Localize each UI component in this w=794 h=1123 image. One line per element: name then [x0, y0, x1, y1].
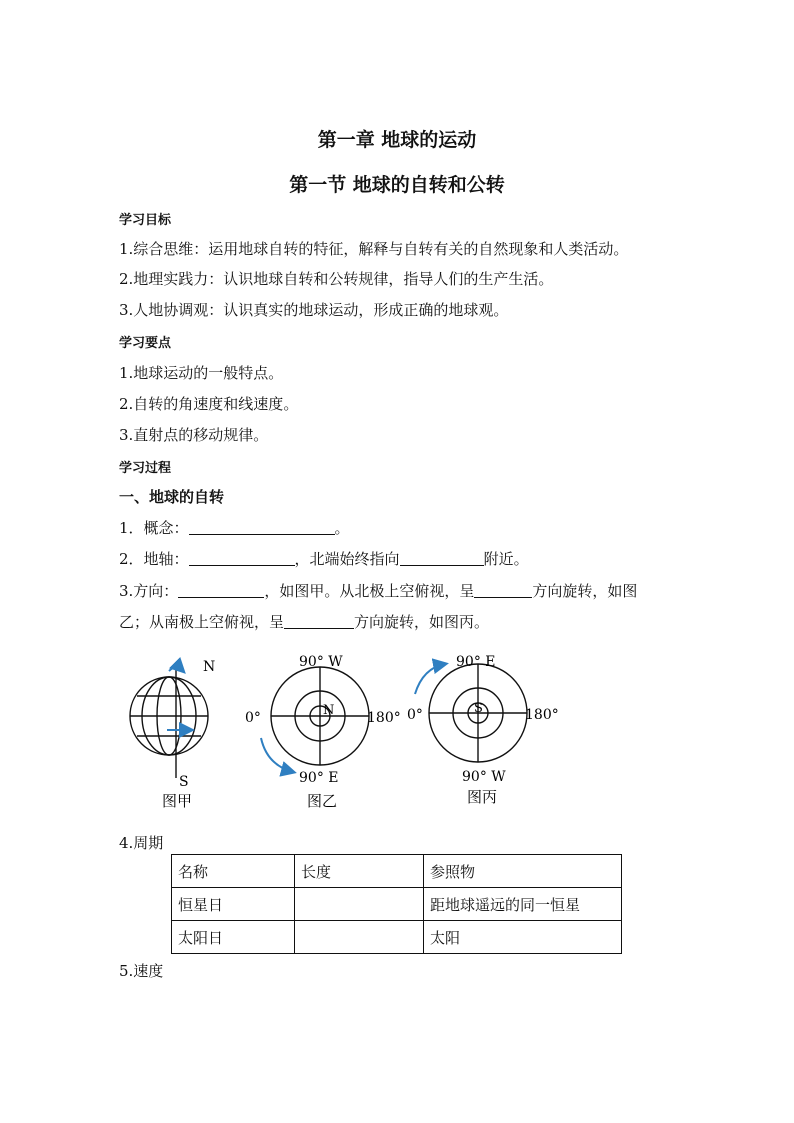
longitude-label: 90° E	[299, 770, 339, 786]
period-table	[171, 854, 622, 954]
figure-bing	[415, 664, 527, 762]
table-cell: 恒星日	[172, 888, 295, 921]
figure-caption: 图丙	[467, 788, 498, 806]
question-direction-line2	[119, 611, 489, 632]
pole-label: S	[474, 701, 483, 716]
goal-item: 2.地理实践力：认识地球自转和公转规律，指导人们的生产生活。	[119, 270, 554, 288]
table-header-cell: 名称	[172, 855, 295, 888]
process-heading: 学习过程	[119, 461, 172, 476]
figure-caption: 图甲	[162, 792, 193, 810]
table-row	[172, 921, 622, 954]
question-suffix: 。	[334, 519, 350, 537]
question-label: 3.方向：	[119, 582, 179, 600]
goals-heading: 学习目标	[119, 213, 172, 228]
question-concept	[119, 517, 350, 538]
answer-blank[interactable]	[189, 520, 335, 535]
goal-item: 3.人地协调观：认识真实的地球运动，形成正确的地球观。	[119, 301, 509, 319]
question-text: ，如图甲。从北极上空俯视，呈	[264, 582, 475, 600]
question-label: 1．概念：	[119, 519, 189, 537]
longitude-label: 180°	[525, 707, 559, 723]
speed-label: 5.速度	[119, 962, 164, 980]
section-title: 第一节 地球的自转和公转	[289, 174, 505, 196]
rotation-arrow-icon	[415, 664, 445, 694]
question-text: 乙；从南极上空俯视，呈	[119, 613, 285, 631]
period-label: 4.周期	[119, 834, 164, 852]
table-header-cell: 参照物	[424, 855, 622, 888]
figure-jia	[130, 664, 208, 778]
answer-blank[interactable]	[189, 551, 295, 566]
question-axis	[119, 548, 529, 569]
pole-label: N	[323, 703, 335, 718]
question-text: 方向旋转，如图	[532, 582, 638, 600]
answer-blank[interactable]	[178, 583, 264, 598]
keypoint-item: 3.直射点的移动规律。	[119, 426, 269, 444]
south-label: S	[179, 774, 189, 790]
question-text: ，北端始终指向	[294, 550, 400, 568]
north-label: N	[203, 659, 216, 675]
chapter-title: 第一章 地球的运动	[317, 129, 477, 151]
table-cell: 距地球遥远的同一恒星	[424, 888, 622, 921]
table-header-cell: 长度	[295, 855, 424, 888]
longitude-label: 0°	[245, 710, 261, 726]
keypoints-heading: 学习要点	[119, 336, 172, 351]
rotation-arrow-icon	[261, 738, 293, 772]
answer-cell[interactable]	[295, 888, 424, 921]
figure-caption: 图乙	[307, 792, 338, 810]
table-row	[172, 888, 622, 921]
longitude-label: 180°	[367, 710, 401, 726]
longitude-label: 90° W	[299, 654, 343, 670]
longitude-label: 90° E	[456, 654, 496, 670]
answer-blank[interactable]	[474, 583, 532, 598]
keypoint-item: 2.自转的角速度和线速度。	[119, 395, 299, 413]
longitude-label: 90° W	[462, 769, 506, 785]
answer-blank[interactable]	[284, 614, 354, 629]
table-header-row	[172, 855, 622, 888]
goal-item: 1.综合思维：运用地球自转的特征，解释与自转有关的自然现象和人类活动。	[119, 240, 629, 258]
keypoint-item: 1.地球运动的一般特点。	[119, 364, 284, 382]
question-label: 2．地轴：	[119, 550, 189, 568]
answer-cell[interactable]	[295, 921, 424, 954]
table-cell: 太阳日	[172, 921, 295, 954]
figure-yi	[261, 667, 369, 772]
table-cell: 太阳	[424, 921, 622, 954]
question-suffix: 附近。	[483, 550, 529, 568]
answer-blank[interactable]	[400, 551, 484, 566]
question-text: 方向旋转，如图丙。	[354, 613, 490, 631]
section-rotation-heading: 一、地球的自转	[119, 488, 225, 506]
rotation-figure	[119, 640, 559, 820]
longitude-label: 0°	[407, 707, 423, 723]
question-direction-line1	[119, 580, 637, 601]
